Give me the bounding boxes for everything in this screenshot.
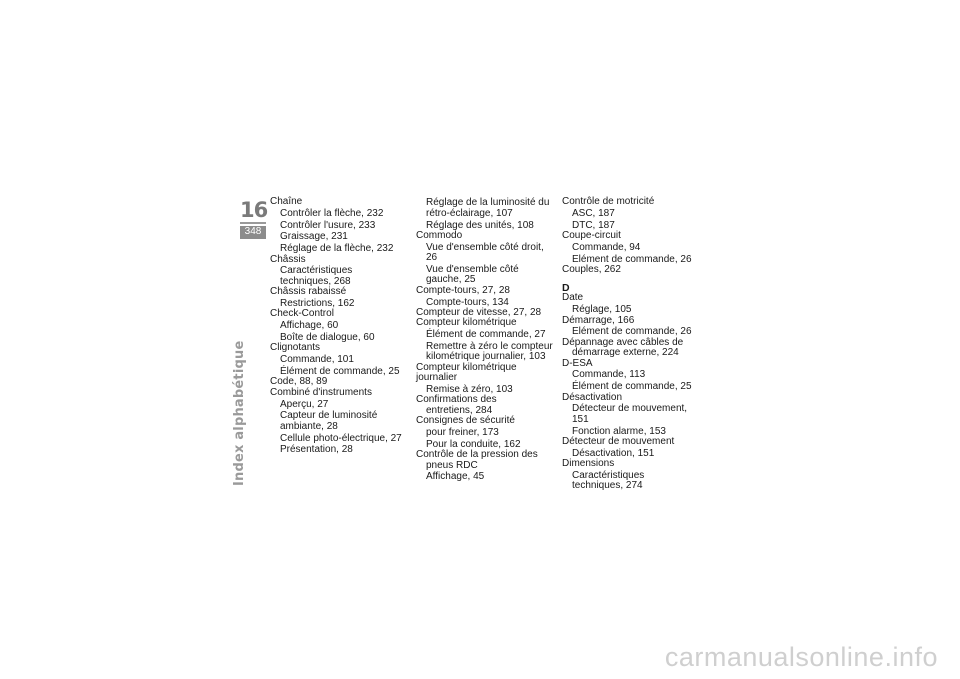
index-subentry: Vue d'ensemble côté: [426, 264, 519, 275]
index-subentry: Commande, 94: [572, 241, 641, 253]
index-subentry: Aperçu, 27: [280, 398, 329, 410]
index-entry: Châssis: [270, 253, 306, 265]
index-subentry: Commande, 101: [280, 354, 354, 366]
index-entry: Compteur kilométrique journalier: [416, 361, 517, 384]
index-entry: Compte-tours, 27, 28: [416, 284, 510, 296]
index-subentry: Détecteur de mouvement, 151: [572, 403, 688, 425]
index-subentry: Contrôler l'usure, 233: [280, 219, 376, 231]
index-subentry: Présentation, 28: [280, 444, 353, 456]
index-entry: Contrôle de motricité: [562, 196, 655, 207]
watermark: carmanualsonline.info: [664, 642, 938, 672]
index-entry: D-ESA: [562, 357, 593, 369]
index-subentry: Compte-tours, 134: [426, 296, 509, 308]
chapter-number: 16: [240, 198, 268, 222]
page-number: 348: [240, 226, 266, 239]
index-subentry: Commande, 113: [572, 369, 646, 381]
index-entry: Confirmations des: [416, 394, 497, 406]
index-letter-heading: D: [562, 282, 570, 295]
index-entry: Compteur de vitesse, 27, 28: [416, 307, 542, 319]
index-subentry: techniques, 274: [572, 480, 643, 492]
index-entry: Check-Control: [270, 308, 334, 320]
index-subentry: Affichage, 45: [426, 471, 485, 483]
index-subentry: ambiante, 28: [280, 420, 338, 432]
index-subentry: gauche, 25: [426, 274, 476, 286]
index-subentry: Élément de commande, 25: [572, 381, 692, 393]
index-entry: Démarrage, 166: [562, 314, 635, 326]
index-column-3: [562, 197, 702, 492]
index-entry: Chaîne: [270, 196, 303, 207]
index-entry: Châssis rabaissé: [270, 286, 347, 298]
index-subentry: Boîte de dialogue, 60: [280, 332, 375, 343]
index-subentry: Remise à zéro, 103: [426, 384, 513, 396]
index-subentry: Élément de commande, 27: [426, 329, 546, 341]
index-subentry: pour freiner, 173: [426, 427, 499, 439]
index-entry: Coupe-circuit: [562, 230, 621, 241]
index-subentry: Réglage de la luminosité du: [426, 197, 550, 209]
index-subentry: Caractéristiques: [280, 265, 353, 277]
index-subentry: rétro-éclairage, 107: [426, 207, 513, 219]
section-title: Index alphabétique: [232, 340, 247, 486]
index-entry: Consignes de sécurité: [416, 415, 515, 427]
index-subentry: ASC, 187: [572, 207, 615, 219]
index-subentry: Caractéristiques: [572, 470, 645, 482]
index-subentry: Pour la conduite, 162: [426, 438, 521, 450]
index-subentry: Réglage de la flèche, 232: [280, 243, 394, 255]
index-entry: Contrôle de la pression des: [416, 449, 538, 461]
index-subentry: kilométrique journalier, 103: [426, 351, 546, 363]
index-subentry: Vue d'ensemble côté droit, 26: [426, 241, 544, 264]
index-subentry: Réglage des unités, 108: [426, 219, 534, 231]
index-subentry: démarrage externe, 224: [572, 347, 679, 359]
index-entry: Combiné d'instruments: [270, 386, 372, 398]
chapter-tab: [240, 199, 266, 239]
chapter-divider: [240, 222, 266, 224]
index-subentry: Restrictions, 162: [280, 298, 355, 309]
index-subentry: Fonction alarme, 153: [572, 425, 666, 437]
index-subentry: Remettre à zéro le compteur: [426, 341, 553, 353]
index-entry: Dimensions: [562, 458, 615, 470]
index-entry: Clignotants: [270, 342, 321, 354]
index-subentry: DTC, 187: [572, 219, 615, 231]
index-entry: Code, 88, 89: [270, 376, 328, 388]
index-subentry: Affichage, 60: [280, 320, 339, 332]
index-subentry: Cellule photo-électrique, 27: [280, 432, 402, 444]
index-entry: Commodo: [416, 230, 463, 241]
index-subentry: Contrôler la flèche, 232: [280, 207, 384, 219]
index-subentry: Désactivation, 151: [572, 447, 655, 459]
index-subentry: pneus RDC: [426, 459, 478, 471]
index-subentry: techniques, 268: [280, 275, 351, 287]
index-subentry: Elément de commande, 26: [572, 326, 692, 338]
index-entry: Dépannage avec câbles de: [562, 336, 684, 348]
index-column-1: [270, 197, 410, 456]
index-entry: Désactivation: [562, 391, 623, 403]
index-entry: Détecteur de mouvement: [562, 436, 675, 448]
index-subentry: Élément de commande, 25: [280, 366, 400, 377]
index-entry: Date: [562, 292, 584, 304]
index-subentry: Capteur de luminosité: [280, 410, 378, 422]
index-entry: Couples, 262: [562, 264, 621, 275]
index-column-2: [416, 197, 556, 483]
index-subentry: entretiens, 284: [426, 404, 493, 416]
index-subentry: Elément de commande, 26: [572, 253, 692, 265]
index-subentry: Réglage, 105: [572, 304, 632, 316]
index-entry: Compteur kilométrique: [416, 317, 517, 329]
index-subentry: Graissage, 231: [280, 231, 348, 243]
